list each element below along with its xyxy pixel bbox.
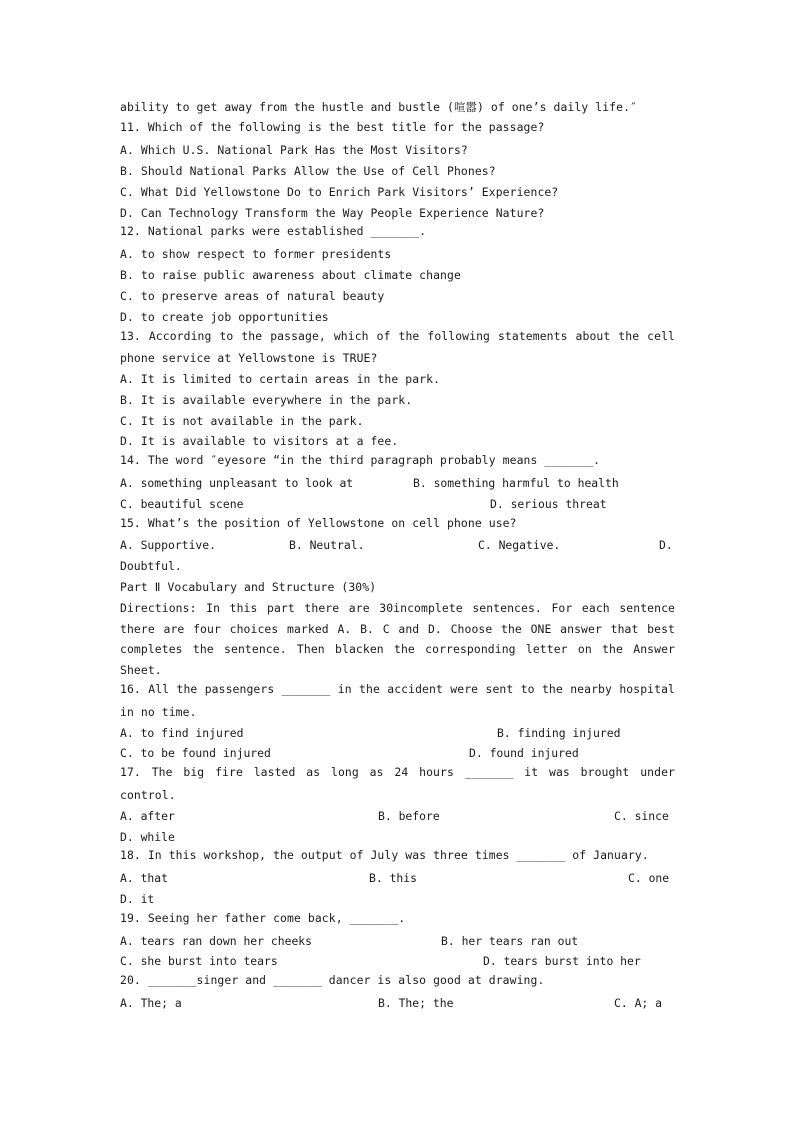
question-13-option-b: B. It is available everywhere in the park. — [120, 393, 413, 407]
question-19-option-d: D. tears burst into her — [483, 954, 641, 968]
question-17-stem-line-1: 17. The big fire lasted as long as 24 hours _______ it was brought under — [120, 765, 675, 779]
question-16-option-d: D. found injured — [469, 746, 579, 760]
question-12-stem: 12. National parks were established _______. — [120, 224, 427, 238]
question-12-option-a: A. to show respect to former presidents — [120, 247, 392, 261]
question-20-option-a: A. The; a — [120, 996, 182, 1010]
directions-line-4: Sheet. — [120, 663, 162, 677]
question-13-stem-line-1: 13. According to the passage, which of the following statements about the cell — [120, 329, 675, 343]
question-17-option-d: D. while — [120, 830, 175, 844]
directions-line-2: there are four choices marked A. B. C and D. Choose the ONE answer that best — [120, 622, 675, 636]
question-19-stem: 19. Seeing her father come back, _______. — [120, 911, 406, 925]
question-14-option-c: C. beautiful scene — [120, 497, 244, 511]
question-15-option-b: B. Neutral. — [289, 538, 365, 552]
question-11-option-c: C. What Did Yellowstone Do to Enrich Park Visitors’ Experience? — [120, 185, 559, 199]
question-18-option-b: B. this — [369, 871, 418, 885]
question-11-option-a: A. Which U.S. National Park Has the Most Visitors? — [120, 143, 468, 157]
question-15-option-c: C. Negative. — [478, 538, 561, 552]
question-12-option-d: D. to create job opportunities — [120, 310, 329, 324]
question-20-stem: 20. _______singer and _______ dancer is also good at drawing. — [120, 973, 545, 987]
directions-line-3: completes the sentence. Then blacken the corresponding letter on the Answer — [120, 642, 675, 656]
question-14-stem: 14. The word ″eyesore “in the third paragraph probably means _______. — [120, 453, 601, 467]
question-16-option-a: A. to find injured — [120, 726, 244, 740]
question-11-option-d: D. Can Technology Transform the Way People Experience Nature? — [120, 206, 545, 220]
question-16-option-c: C. to be found injured — [120, 746, 271, 760]
question-16-stem-line-1: 16. All the passengers _______ in the accident were sent to the nearby hospital — [120, 682, 675, 696]
question-16-stem-line-2: in no time. — [120, 705, 197, 719]
question-15-option-d-text: Doubtful. — [120, 559, 182, 573]
question-15-option-a: A. Supportive. — [120, 538, 217, 552]
question-15-stem: 15. What’s the position of Yellowstone on cell phone use? — [120, 516, 517, 530]
question-14-option-d: D. serious threat — [490, 497, 607, 511]
question-11-option-b: B. Should National Parks Allow the Use of Cell Phones? — [120, 164, 496, 178]
question-17-option-a: A. after — [120, 809, 175, 823]
question-11-stem: 11. Which of the following is the best title for the passage? — [120, 120, 545, 134]
part-2-title: Part Ⅱ Vocabulary and Structure (30%) — [120, 580, 377, 594]
question-18-option-a: A. that — [120, 871, 169, 885]
question-17-option-b: B. before — [378, 809, 440, 823]
question-18-option-c: C. one — [628, 871, 670, 885]
question-13-option-a: A. It is limited to certain areas in the park. — [120, 372, 441, 386]
question-20-option-c: C. A; a — [614, 996, 663, 1010]
directions-line-1: Directions: In this part there are 30incomplete sentences. For each sentence — [120, 601, 675, 615]
question-19-option-c: C. she burst into tears — [120, 954, 278, 968]
question-12-option-b: B. to raise public awareness about climate change — [120, 268, 461, 282]
question-18-option-d: D. it — [120, 892, 155, 906]
question-13-stem-line-2: phone service at Yellowstone is TRUE? — [120, 351, 378, 365]
question-13-option-d: D. It is available to visitors at a fee. — [120, 434, 399, 448]
question-19-option-b: B. her tears ran out — [441, 934, 579, 948]
question-12-option-c: C. to preserve areas of natural beauty — [120, 289, 385, 303]
question-13-option-c: C. It is not available in the park. — [120, 414, 364, 428]
question-18-stem: 18. In this workshop, the output of July was three times _______ of January. — [120, 848, 649, 862]
question-16-option-b: B. finding injured — [497, 726, 621, 740]
question-17-stem-line-2: control. — [120, 788, 176, 802]
passage-closing-line: ability to get away from the hustle and bustle (喧嚣) of one’s daily life.″ — [120, 100, 637, 114]
question-14-option-a: A. something unpleasant to look at — [120, 476, 354, 490]
question-14-option-b: B. something harmful to health — [413, 476, 619, 490]
question-15-option-d-letter: D. — [659, 538, 673, 552]
question-20-option-b: B. The; the — [378, 996, 454, 1010]
question-17-option-c: C. since — [614, 809, 669, 823]
question-19-option-a: A. tears ran down her cheeks — [120, 934, 313, 948]
